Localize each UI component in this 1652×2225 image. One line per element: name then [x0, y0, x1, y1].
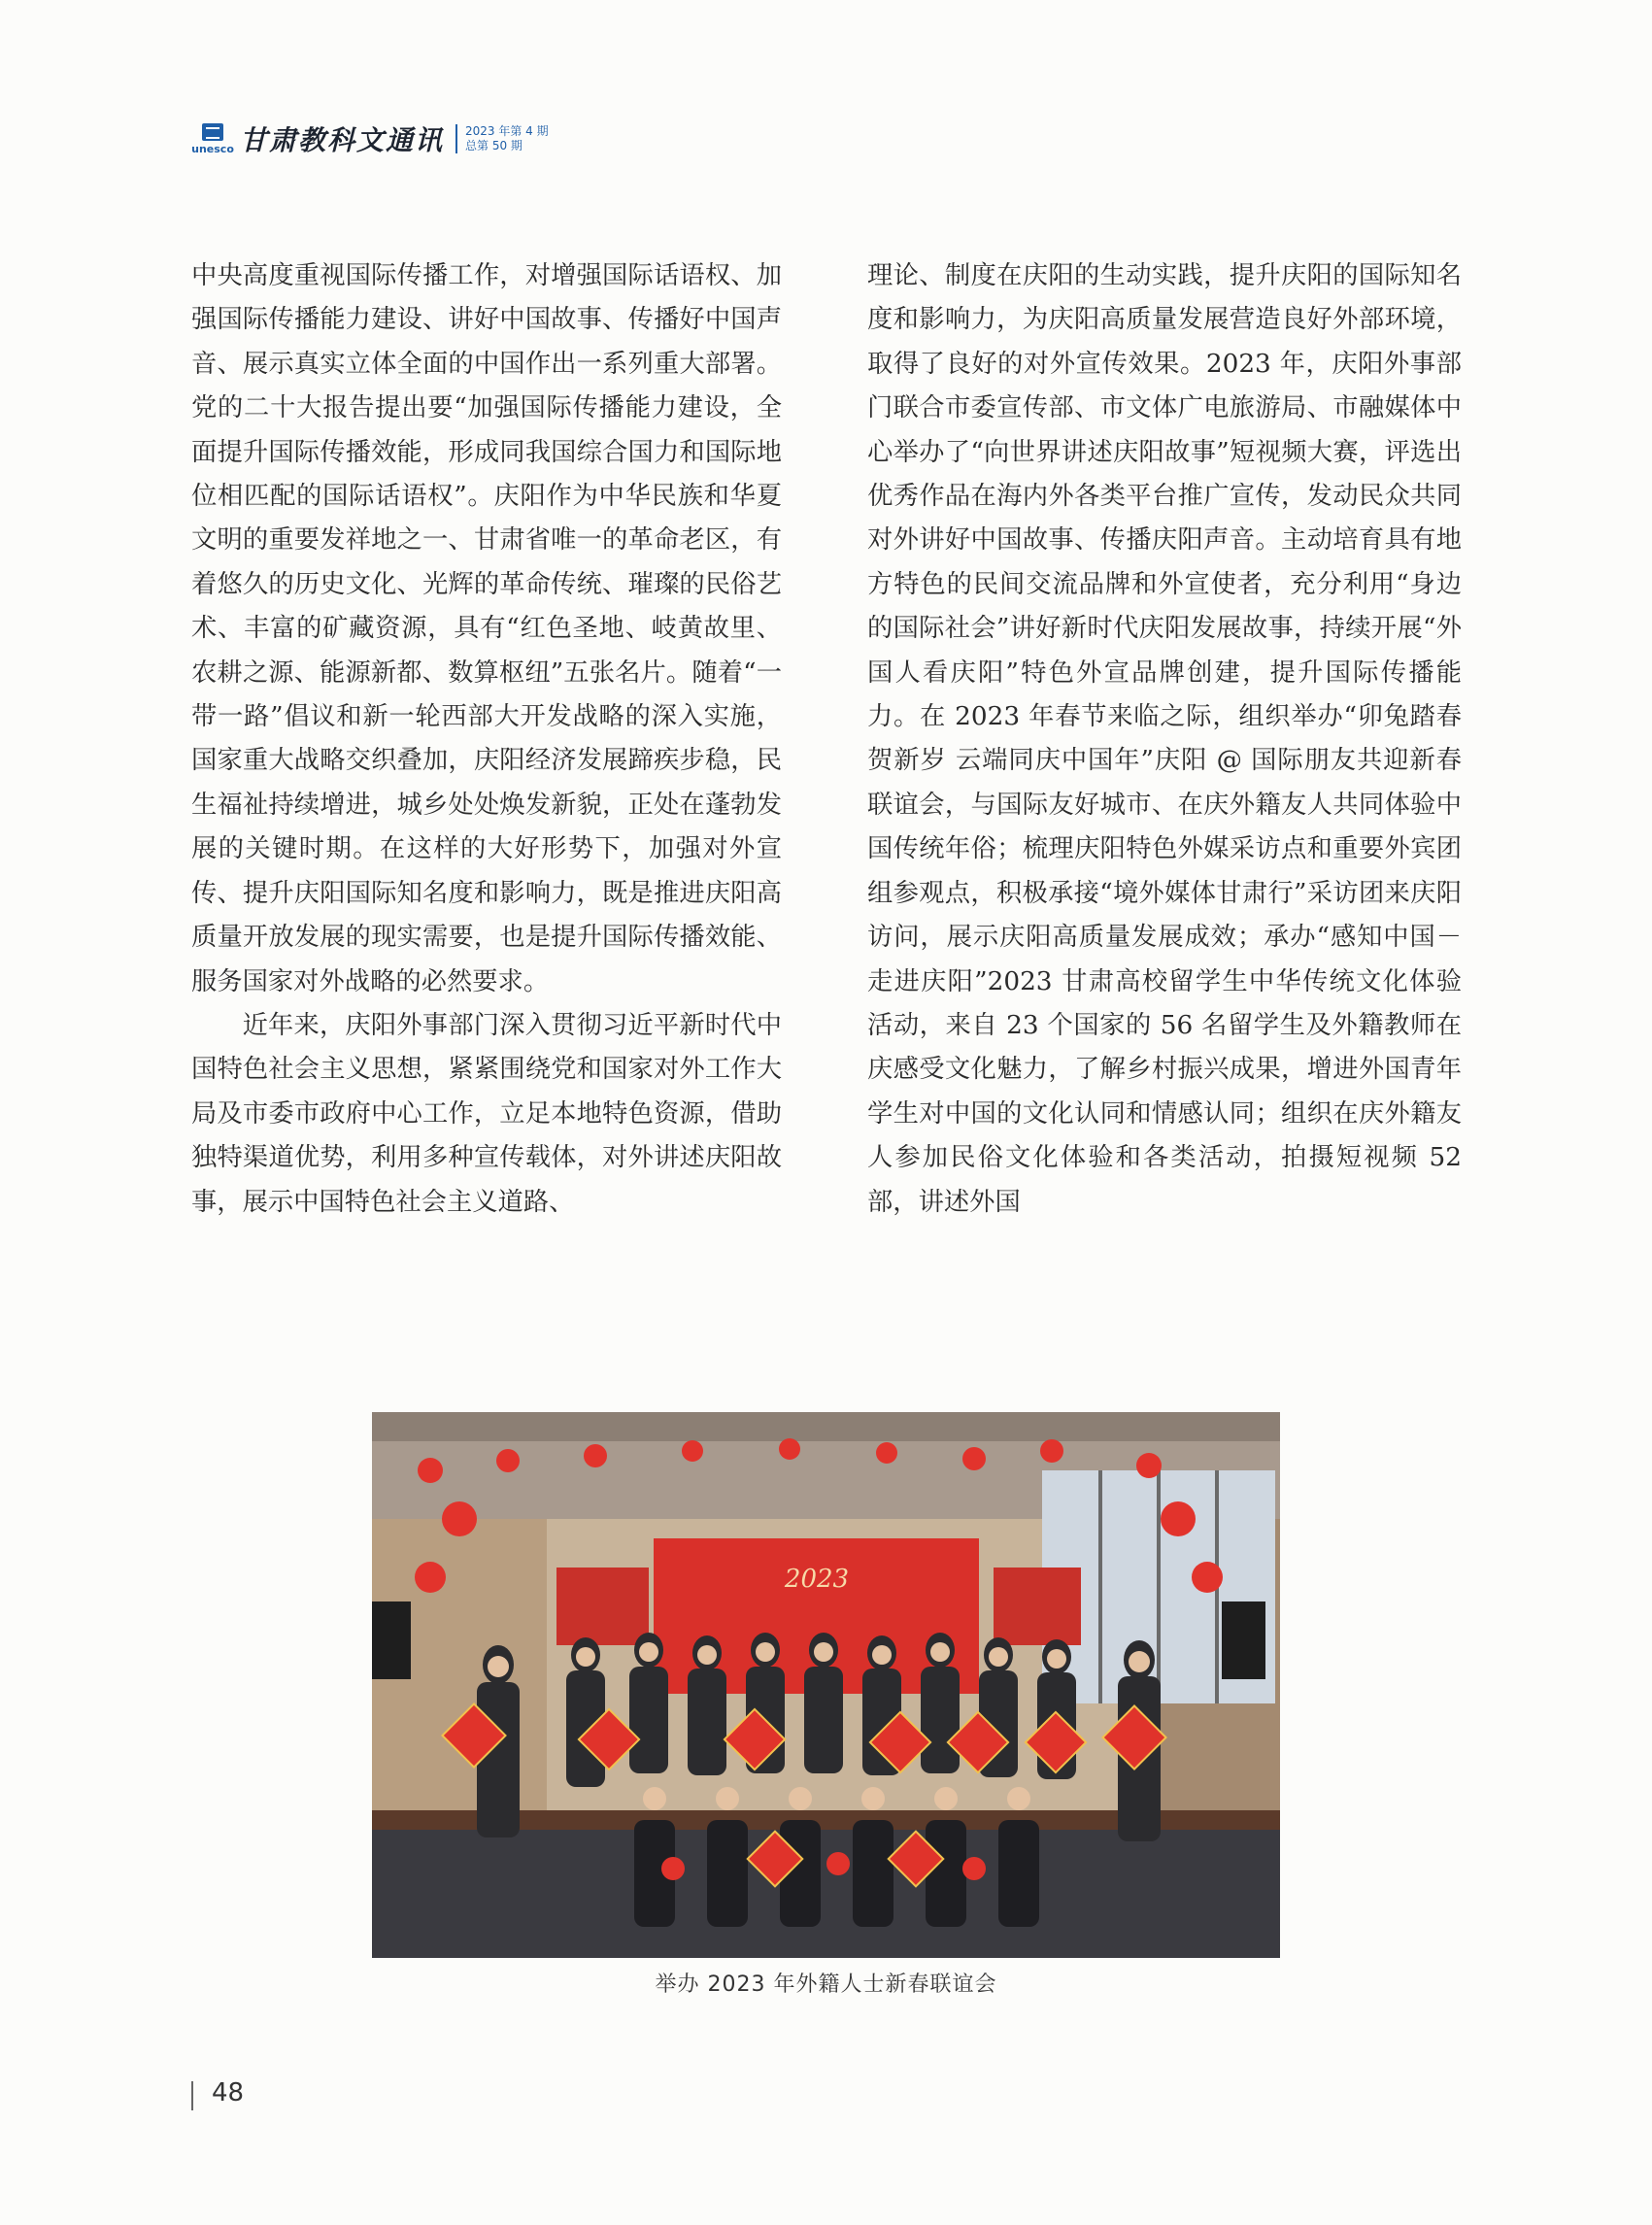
event-photo	[372, 1412, 1280, 1958]
group-photo-illustration	[372, 1412, 1280, 1958]
article-column-right	[867, 254, 1462, 1225]
page-number: 48	[212, 2078, 245, 2107]
page-header	[191, 120, 549, 157]
footer-divider	[191, 2081, 193, 2110]
unesco-text: unesco	[191, 142, 234, 155]
banner-year: 2023	[784, 1565, 850, 1594]
unesco-logo	[191, 123, 234, 155]
paragraph: 近年来，庆阳外事部门深入贯彻习近平新时代中国特色社会主义思想，紧紧围绕党和国家对外工作大局及市委市政府中心工作，立足本地特色资源，借助独特渠道优势，利用多种宣传载体，对外讲述庆阳故事，展示中国特色社会主义道路、	[191, 1010, 782, 1217]
issue-info	[465, 124, 549, 153]
header-divider	[455, 124, 457, 153]
magazine-title: 甘肃教科文通讯	[240, 124, 445, 156]
photo-caption: 举办 2023 年外籍人士新春联谊会	[655, 1972, 997, 1997]
temple-icon	[202, 123, 223, 141]
paragraph: 中央高度重视国际传播工作，对增强国际话语权、加强国际传播能力建设、讲好中国故事、传播好中国声音、展示真实立体全面的中国作出一系列重大部署。党的二十大报告提出要“加强国际传播能力建设，全面提升国际传播效能，形成同我国综合国力和国际地位相匹配的国际话语权”。庆阳作为中华民族和华夏文明的重要发祥地之一、甘肃省唯一的革命老区，有着悠久的历史文化、光辉的革命传统、璀璨的民俗艺术、丰富的矿藏资源，具有“红色圣地、岐黄故里、农耕之源、能源新都、数算枢纽”五张名片。随着“一带一路”倡议和新一轮西部大开发战略的深入实施，国家重大战略交织叠加，庆阳经济发展蹄疾步稳，民生福祉持续增进，城乡处处焕发新貌，正处在蓬勃发展的关键时期。在这样的大好形势下，加强对外宣传、提升庆阳国际知名度和影响力，既是推进庆阳高质量开放发展的现实需要，也是提升国际传播效能、服务国家对外战略的必然要求。	[191, 261, 782, 996]
paragraph: 理论、制度在庆阳的生动实践，提升庆阳的国际知名度和影响力，为庆阳高质量发展营造良好外部环境，取得了良好的对外宣传效果。2023 年，庆阳外事部门联合市委宣传部、市文体广电旅游局、市融媒体中心举办了“向世界讲述庆阳故事”短视频大赛，评选出优秀作品在海内外各类平台推广宣传，发动民众共同对外讲好中国故事、传播庆阳声音。主动培育具有地方特色的民间交流品牌和外宣使者，充分利用“身边的国际社会”讲好新时代庆阳发展故事，持续开展“外国人看庆阳”特色外宣品牌创建，提升国际传播能力。在 2023 年春节来临之际，组织举办“卯兔踏春贺新岁 云端同庆中国年”庆阳 @ 国际朋友共迎新春联谊会，与国际友好城市、在庆外籍友人共同体验中国传统年俗；梳理庆阳特色外媒采访点和重要外宾团组参观点，积极承接“境外媒体甘肃行”采访团来庆阳访问，展示庆阳高质量发展成效；承办“感知中国－走进庆阳”2023 甘肃高校留学生中华传统文化体验活动，来自 23 个国家的 56 名留学生及外籍教师在庆感受文化魅力，了解乡村振兴成果，增进外国青年学生对中国的文化认同和情感认同；组织在庆外籍友人参加民俗文化体验和各类活动，拍摄短视频 52 部，讲述外国	[867, 261, 1462, 1217]
article-column-left	[191, 254, 782, 1225]
issue-total: 总第 50 期	[465, 139, 523, 152]
issue-number: 2023 年第 4 期	[465, 124, 549, 138]
